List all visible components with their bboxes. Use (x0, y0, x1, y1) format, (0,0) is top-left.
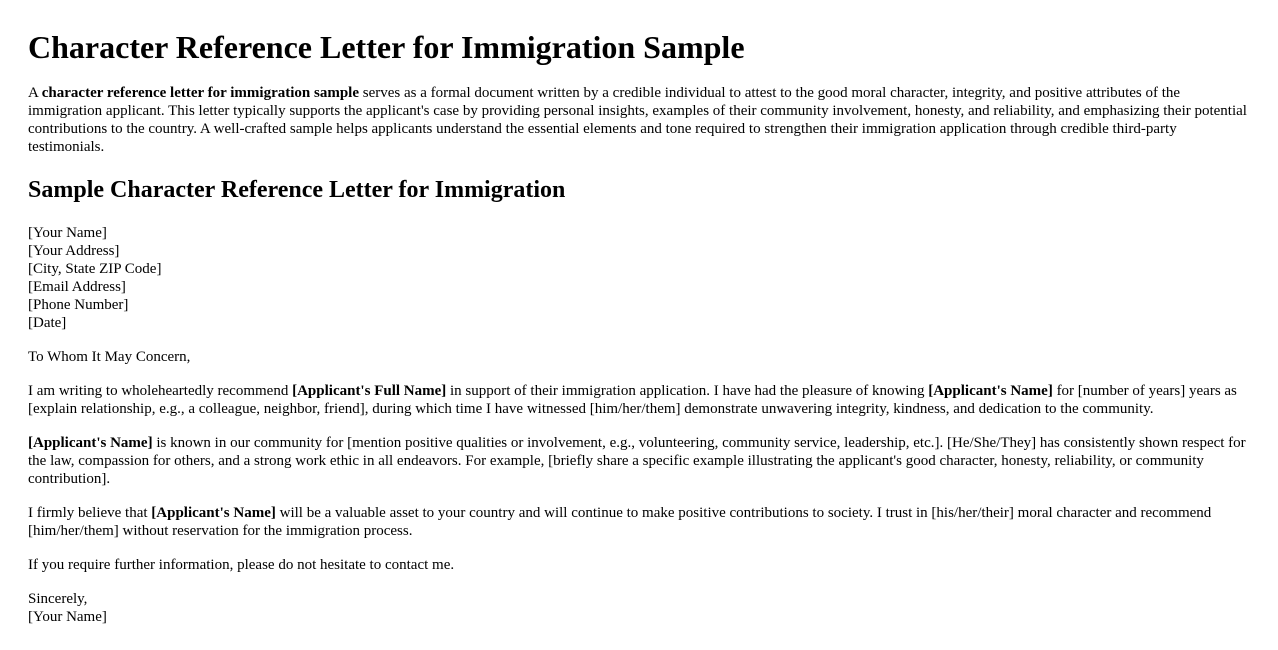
para1-text-a: I am writing to wholeheartedly recommend (28, 383, 293, 399)
salutation: To Whom It May Concern, (28, 349, 191, 365)
body-paragraph-3 (28, 504, 1250, 540)
sender-email: [Email Address] (28, 279, 126, 295)
para2-text-b: is known in our community for [mention positive qualities or involvement, e.g., volunteering, community service, leadership, etc.]. [He/She/They] has consistently shown respect for the law, compassion for others, and a strong work ethic in all endeavors. For example, [briefly share a specific example illustrating the applicant's good character, honesty, reliability, or community contribution]. (28, 435, 1246, 487)
intro-paragraph (28, 84, 1250, 156)
para3-text-a: I firmly believe that (28, 505, 152, 521)
para1-text-e: for [number of years] years as [explain relationship, e.g., a colleague, neighbor, friend], during which time I have witnessed [him/her/them] demonstrate unwavering integrity, kindness, and dedication to the community. (28, 383, 1237, 417)
para2-applicant-name: [Applicant's Name] (28, 435, 153, 451)
intro-bold-term: character reference letter for immigration sample (41, 85, 359, 101)
intro-prefix: A (28, 85, 42, 101)
signoff-block (28, 590, 1250, 626)
closing: Sincerely, (28, 591, 88, 607)
para3-text-c: will be a valuable asset to your country and will continue to make positive contributions to society. I trust in [his/her/their] moral character and recommend [him/her/them] without reservation for the immigration process. (28, 505, 1212, 539)
signature-name: [Your Name] (28, 609, 107, 625)
section-title: Sample Character Reference Letter for Immigration (28, 177, 566, 203)
page-title: Character Reference Letter for Immigration Sample (28, 29, 745, 65)
sender-address-block (28, 224, 1250, 332)
para1-applicant-name: [Applicant's Name] (928, 383, 1053, 399)
para1-text-c: in support of their immigration application. I have had the pleasure of knowing (446, 383, 929, 399)
body-paragraph-4: If you require further information, please do not hesitate to contact me. (28, 557, 455, 573)
sender-date: [Date] (28, 315, 67, 331)
para3-applicant-name: [Applicant's Name] (151, 505, 276, 521)
body-paragraph-2 (28, 434, 1250, 488)
sender-address: [Your Address] (28, 243, 120, 259)
intro-body: serves as a formal document written by a credible individual to attest to the good moral character, integrity, and positive attributes of the immigration applicant. This letter typically supports the applicant's case by providing personal insights, examples of their community involvement, honesty, and reliability, and emphasizing their potential contributions to the country. A well-crafted sample helps applicants understand the essential elements and tone required to strengthen their immigration application through credible third-party testimonials. (28, 85, 1247, 155)
sender-name: [Your Name] (28, 225, 107, 241)
sender-city: [City, State ZIP Code] (28, 261, 162, 277)
body-paragraph-1 (28, 382, 1250, 418)
sender-phone: [Phone Number] (28, 297, 129, 313)
para1-applicant-full-name: [Applicant's Full Name] (292, 383, 447, 399)
